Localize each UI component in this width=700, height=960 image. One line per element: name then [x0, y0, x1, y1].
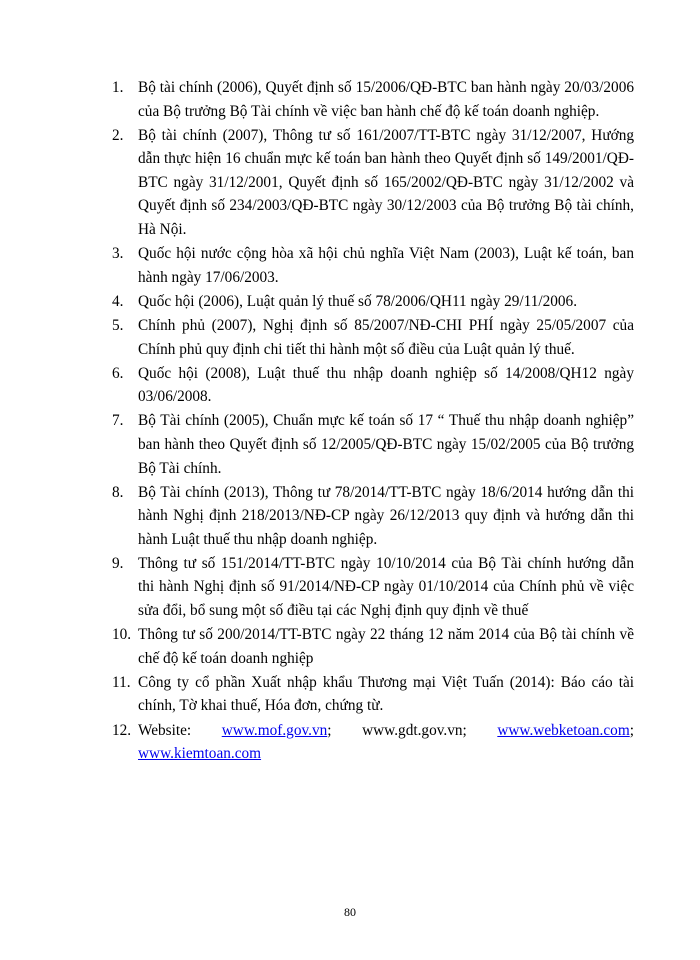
reference-number: 1. [112, 79, 124, 96]
reference-number: 11. [112, 673, 131, 691]
separator: ; [629, 721, 634, 739]
reference-item [112, 76, 634, 123]
website-link-webketoan[interactable]: www.webketoan.com [497, 721, 630, 739]
reference-number: 2. [112, 126, 124, 144]
reference-number: 9. [112, 554, 124, 572]
reference-number: 8. [112, 483, 124, 501]
reference-item [112, 124, 634, 242]
reference-item [112, 481, 634, 552]
reference-item [112, 671, 634, 718]
reference-text: Quốc hội (2006), Luật quản lý thuế số 78/2006/QH11 ngày 29/11/2006. [138, 292, 578, 310]
website-entry [497, 719, 634, 743]
reference-number: 6. [112, 364, 124, 382]
reference-text: Chính phủ (2007), Nghị định số 85/2007/NĐ-CHI PHÍ ngày 25/05/2007 của Chính phủ quy định chi tiết thi hành một số điều của Luật quản lý thuế. [138, 316, 634, 358]
website-line [138, 719, 634, 743]
reference-number: 4. [112, 292, 124, 310]
reference-number: 10. [112, 626, 132, 644]
reference-item-websites [112, 719, 634, 766]
website-link-mof[interactable]: www.mof.gov.vn [221, 721, 328, 739]
reference-number: 7. [112, 412, 124, 430]
website-entry [222, 719, 332, 743]
reference-text: Thông tư số 151/2014/TT-BTC ngày 10/10/2014 của Bộ Tài chính hướng dẫn thi hành Nghị định số 91/2014/NĐ-CP ngày 01/10/2014 của Chính phủ về việc sửa đổi, bổ sung một số điều tại các Nghị định quy định về thuế [138, 554, 634, 620]
reference-list [112, 76, 634, 766]
reference-text: Bộ tài chính (2007), Thông tư số 161/2007/TT-BTC ngày 31/12/2007, Hướng dẫn thực hiện 16 chuẩn mực kế toán ban hành theo Quyết định số 149/2001/QĐ-BTC ngày 31/12/2001, Quyết định số 165/2002/QĐ-BTC ngày 31/12/2002 và Quyết định số 234/2003/QĐ-BTC ngày 30/12/2003 của Bộ trưởng Bộ tài chính, Hà Nội. [138, 126, 634, 239]
reference-text: Công ty cổ phần Xuất nhập khẩu Thương mại Việt Tuấn (2014): Báo cáo tài chính, Tờ khai thuế, Hóa đơn, chứng từ. [138, 673, 634, 715]
separator: ; [327, 721, 332, 739]
reference-number: 12. [112, 721, 132, 739]
website-label: Website: [138, 721, 192, 739]
reference-item [112, 552, 634, 623]
reference-number: 3. [112, 245, 124, 263]
reference-text: Quốc hội (2008), Luật thuế thu nhập doanh nghiệp số 14/2008/QH12 ngày 03/06/2008. [138, 364, 634, 406]
website-link-kiemtoan[interactable]: www.kiemtoan.com [138, 745, 262, 763]
reference-item [112, 623, 634, 670]
reference-number: 5. [112, 316, 124, 334]
reference-text: Bộ tài chính (2006), Quyết định số 15/2006/QĐ-BTC ban hành ngày 20/03/2006 của Bộ trưởng Bộ Tài chính về việc ban hành chế độ kế toán doanh nghiệp. [138, 79, 634, 120]
reference-text: Bộ Tài chính (2005), Chuẩn mực kế toán số 17 “ Thuế thu nhập doanh nghiệp” ban hành theo Quyết định số 12/2005/QĐ-BTC ngày 15/02/2005 của Bộ trưởng Bộ Tài chính. [138, 412, 634, 477]
reference-text: Thông tư số 200/2014/TT-BTC ngày 22 tháng 12 năm 2014 của Bộ tài chính về chế độ kế toán doanh nghiệp [138, 626, 634, 667]
reference-item [112, 314, 634, 361]
reference-item [112, 409, 634, 480]
reference-text: Bộ Tài chính (2013), Thông tư 78/2014/TT-BTC ngày 18/6/2014 hướng dẫn thi hành Nghị định 218/2013/NĐ-CP ngày 26/12/2013 quy định và hướng dẫn thi hành Luật thuế thu nhập doanh nghiệp. [138, 483, 634, 548]
reference-text: Quốc hội nước cộng hòa xã hội chủ nghĩa Việt Nam (2003), Luật kế toán, ban hành ngày 17/06/2003. [138, 245, 634, 286]
reference-item [112, 362, 634, 409]
page-number: 80 [344, 905, 356, 919]
website-line [138, 742, 634, 766]
reference-item [112, 242, 634, 289]
reference-item [112, 290, 634, 314]
website-text-gdt: www.gdt.gov.vn; [362, 721, 467, 739]
